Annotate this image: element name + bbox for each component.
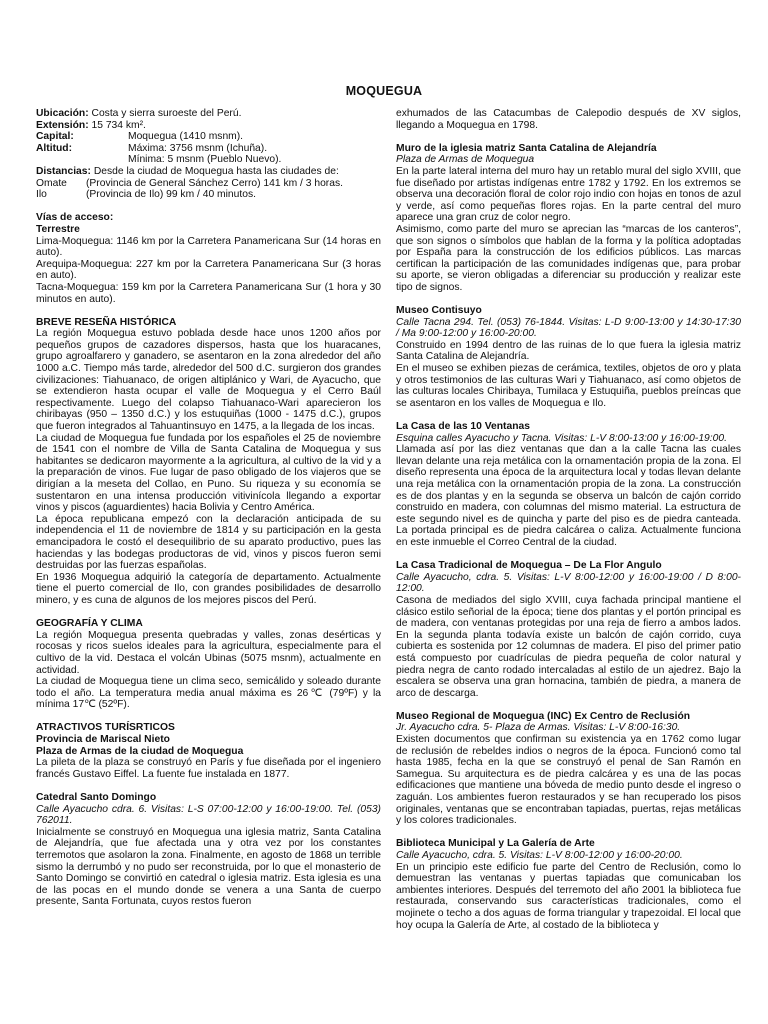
document-title: MOQUEGUA — [345, 84, 423, 98]
contisuyo-paragraph: En el museo se exhiben piezas de cerámica, textiles, objetos de oro y plata y otros testimonios de las culturas Wari y Tiahuanaco, así como objetos de las culturas locales Chiribaya, Tumilaca y Estuquiña, pueblos preíncas que se asentaron en los valles de Moquegua e Ilo. — [396, 363, 741, 409]
resena-paragraph: La ciudad de Moquegua fue fundada por los españoles el 25 de noviembre de 1541 con el nombre de Villa de Santa Catalina de Moquegua y sus habitantes se dedicaron mayormente a la agricultura, al cultivo de la vid y a la preparación de vinos. Fue lugar de paso obligado de los viajeros que se dirigían a la meseta del Collao, en Puno. Su riqueza y su economía se sustentaron en una intensa producción vitivinícola llegando a exportar vinos y piscos (aguardientes) hacia Bolivia y Centro América. — [36, 432, 381, 514]
via-arequipa: Arequipa-Moquegua: 227 km por la Carretera Panamericana Sur (3 horas en auto). — [36, 258, 381, 282]
muro-paragraph: En la parte lateral interna del muro hay un retablo mural del siglo XVIII, que fue diseñado por artistas indígenas entre 1782 y 1792. En los extremos se observa una decoración floral de color rojo indio con hojas en tonos de azul y verde, así como pequeñas flores rojas. En la parte central del muro aparece una gran cruz de color negro. — [396, 165, 741, 224]
contisuyo-info: Calle Tacna 294. Tel. (053) 76-1844. Visitas: L-D 9:00-13:00 y 14:30-17:30 / Ma 9:00-12:00 y 16:00-20:00. — [396, 316, 741, 340]
altitud-row: Altitud: Máxima: 3756 msnm (Ichuña). — [36, 142, 268, 154]
extension-row: Extensión: 15 734 km². — [36, 119, 146, 131]
ventanas-info: Esquina calles Ayacucho y Tacna. Visitas: L-V 8:00-13:00 y 16:00-19:00. — [396, 432, 727, 444]
resena-heading: BREVE RESEÑA HISTÓRICA — [36, 316, 177, 328]
capital-row: Capital: Moquegua (1410 msnm). — [36, 131, 244, 143]
museo-heading: Museo Regional de Moquegua (INC) Ex Centro de Reclusión — [396, 710, 691, 722]
museo-info: Jr. Ayacucho cdra. 5- Plaza de Armas. Visitas: L-V 8:00-16:30. — [396, 722, 681, 734]
atractivos-heading: ATRACTIVOS TURÍSRTICOS — [36, 722, 175, 734]
resena-paragraph: La época republicana empezó con la declaración anticipada de su independencia el 11 de noviembre de 1814 y su participación en la gesta emancipadora le costó el desequilibrio de su aparato productivo, pues las haciendas y las bodegas productoras de vid, vinos y piscos fueron semi destruidas por las fuerzas españolas. — [36, 513, 381, 572]
plaza-heading: Plaza de Armas de la ciudad de Moquegua — [36, 745, 244, 757]
resena-paragraph: En 1936 Moquegua adquirió la categoría de departamento. Actualmente tiene el puerto comercial de Ilo, con grandes posibilidades de desarrollo minero, y es cuna de algunos de los mejores piscos del Perú. — [36, 571, 381, 606]
biblioteca-info: Calle Ayacucho, cdra. 5. Visitas: L-V 8:00-12:00 y 16:00-20:00. — [396, 850, 683, 861]
via-tacna: Tacna-Moquegua: 159 km por la Carretera Panamericana Sur (1 hora y 30 minutos en auto). — [36, 281, 381, 305]
flor-info: Calle Ayacucho, cdra. 5. Visitas: L-V 8:00-12:00 y 16:00-19:00 / D 8:00-12:00. — [396, 571, 741, 595]
left-column — [36, 108, 381, 908]
muro-info: Plaza de Armas de Moquegua — [396, 154, 535, 166]
distancias-row: Distancias: Desde la ciudad de Moquegua hasta las ciudades de: — [36, 165, 339, 177]
contisuyo-heading: Museo Contisuyo — [396, 305, 482, 317]
contisuyo-paragraph: Construido en 1994 dentro de las ruinas de lo que fuera la iglesia matriz Santa Catalina de Alejandría. — [396, 339, 741, 363]
geografia-heading: GEOGRAFÍA Y CLIMA — [36, 618, 143, 630]
muro-heading: Muro de la iglesia matriz Santa Catalina de Alejandría — [396, 142, 657, 154]
right-column — [396, 108, 741, 931]
ventanas-paragraph: Llamada así por las diez ventanas que dan a la calle Tacna las cuales llevan delante una reja metálica con la ornamentación propia de la zona. El diseño representa una época de la arquitectura local y todas llevan delante una reja metálica con la ornamentación propia de la zona. La construcción es de dos plantas y en la segunda se observa un balcón de cajón corrido construido en madera, con columnas del mismo material. La estructura de este segundo nivel es de quincha y parte del piso es de piedra canteada. La portada principal es de piedra calcárea o caliza. Actualmente funciona en este inmueble el Correo Central de la ciudad. — [396, 444, 741, 548]
plaza-paragraph: La pileta de la plaza se construyó en París y fue diseñada por el ingeniero francés Gustavo Eiffel. La fuente fue instalada en 1877. — [36, 757, 381, 780]
catedral-heading: Catedral Santo Domingo — [36, 792, 157, 804]
geografia-paragraph: La ciudad de Moquegua tiene un clima seco, semicálido y soleado durante todo el año. La temperatura media anual máxima es 26℃ (79ºF) y la mínima 17℃ (52ºF). — [36, 676, 381, 711]
flor-heading: La Casa Tradicional de Moquegua – De La Flor Angulo — [396, 560, 662, 572]
catedral-info: Calle Ayacucho cdra. 6. Visitas: L-S 07:00-12:00 y 16:00-19:00. Tel. (053) 762011. — [36, 803, 381, 827]
via-lima: Lima-Moquegua: 1146 km por la Carretera Panamericana Sur (14 horas en auto). — [36, 235, 381, 259]
museo-paragraph: Existen documentos que confirman su existencia ya en 1762 como lugar de reclusión de rebeldes indios o negros de la época. Funcionó como tal hasta 1985, fecha en la que se construyó el penal de San Ramón en Samegua. Su arquitectura es de piedra calcárea y es una de las pocas edificaciones que mantiene una bóveda de medio punto desde el ingreso o zaguán. Los ambientes fueron restaurados y se han recuperado los pisos originales, ventanas que se encontraban tapiadas, puertas, rejas metálicas y los colores tradicionales. — [396, 734, 741, 827]
biblioteca-paragraph: En un principio este edificio fue parte del Centro de Reclusión, como lo demuestran las ventanas y puertas tapiadas que comunicaban los ambientes interiores. Después del terremoto del año 2001 la biblioteca fue restaurada, conservando sus características tradicionales, como el mojinete o techo a dos aguas de forma triangular y trapezoidal. El local que hoy ocupa la Galería de Arte, al costado de la biblioteca y — [396, 861, 741, 931]
flor-paragraph: Casona de mediados del siglo XVIII, cuya fachada principal mantiene el clásico estilo señorial de la época; tiene dos plantas y el portón principal es de madera, con ventanas protegidas por una reja de fierro a ambos lados. En la segunda planta todavía existe un balcón de cajón corrido, cuya cubierta es sostenida por 12 columnas de madera. El piso del primer patio está compuesto por cuadrículas de piedra pequeña de color natural y piedra negra de canto rodado intercaladas al estilo de un ajedrez. Bajo la escalera se observa una gran hornacina, también de piedra, a manera de arco de descarga. — [396, 594, 741, 699]
distancia-ilo: Ilo (Provincia de Ilo) 99 km / 40 minutos. — [36, 189, 256, 201]
ubicacion-row: Ubicación: Costa y sierra suroeste del Perú. — [36, 108, 242, 119]
ventanas-heading: La Casa de las 10 Ventanas — [396, 421, 530, 433]
provincia-heading: Provincia de Mariscal Nieto — [36, 734, 170, 746]
geografia-paragraph: La región Moquegua presenta quebradas y valles, zonas desérticas y rocosas y ricos suelos ideales para la agricultura, especialmente para el cultivo de la vid. Destaca el volcán Ubinas (5075 msnm), actualmente en actividad. — [36, 629, 381, 676]
biblioteca-heading: Biblioteca Municipal y La Galería de Arte — [396, 838, 595, 850]
catedral-paragraph: Inicialmente se construyó en Moquegua una iglesia matriz, Santa Catalina de Alejandría, que fue afectada una y otra vez por los constantes terremotos que asolaron la zona. Finalmente, en agosto de 1868 un terrible sismo la derrumbó y no pudo ser reconstruida, por lo que el monasterio de Santo Domingo se convirtió en catedral o iglesia matriz. Esta iglesia es una de las pocas en el mundo donde se venera a una Santa de cuerpo presente, Santa Fortunata, cuyos restos fueron — [36, 826, 381, 908]
distancia-omate: Omate (Provincia de General Sánchez Cerro) 141 km / 3 horas. — [36, 177, 343, 189]
vias-heading: Vías de acceso: — [36, 212, 114, 224]
muro-paragraph: Asimismo, como parte del muro se aprecian las “marcas de los canteros”, que son signos o símbolos que hablan de la forma y la política adoptadas por España para la construcción de los edificios públicos. Las marcas certifican la participación de las comunidades indígenas que, para probar su aporte, se vieron obligadas a diferenciar su producción y realizar este tipo de signos. — [396, 223, 741, 293]
resena-paragraph: La región Moquegua estuvo poblada desde hace unos 1200 años por pequeños grupos de cazadores dispersos, hasta que los huaracanes, grupo agroalfarero y ganadero, se asentaron en la zona alrededor del año 1000 a.C. Tiempo más tarde, alrededor del 500 d.C. surgieron dos grandes civilizaciones: Tiahuanaco, de origen altiplánico y Wari, de Ayacucho, que se extendieron hasta ocupar el valle de Moquegua y el Cerro Baúl respectivamente. Luego del colapso Tiahuanaco-Wari aparecieron los chiribayas (950 – 1350 d.C.) y los estuquiñas (1000 - 1475 d.C.), grupos que fueron integrados al Tahuantinsuyo en 1475, a la llegada de los incas. — [36, 328, 381, 433]
altitud-min-row: Mínima: 5 msnm (Pueblo Nuevo). — [128, 154, 282, 166]
vias-subheading: Terrestre — [36, 223, 80, 235]
continuation-paragraph: exhumados de las Catacumbas de Calepodio después de XV siglos, llegando a Moquegua en 1798. — [396, 108, 741, 131]
